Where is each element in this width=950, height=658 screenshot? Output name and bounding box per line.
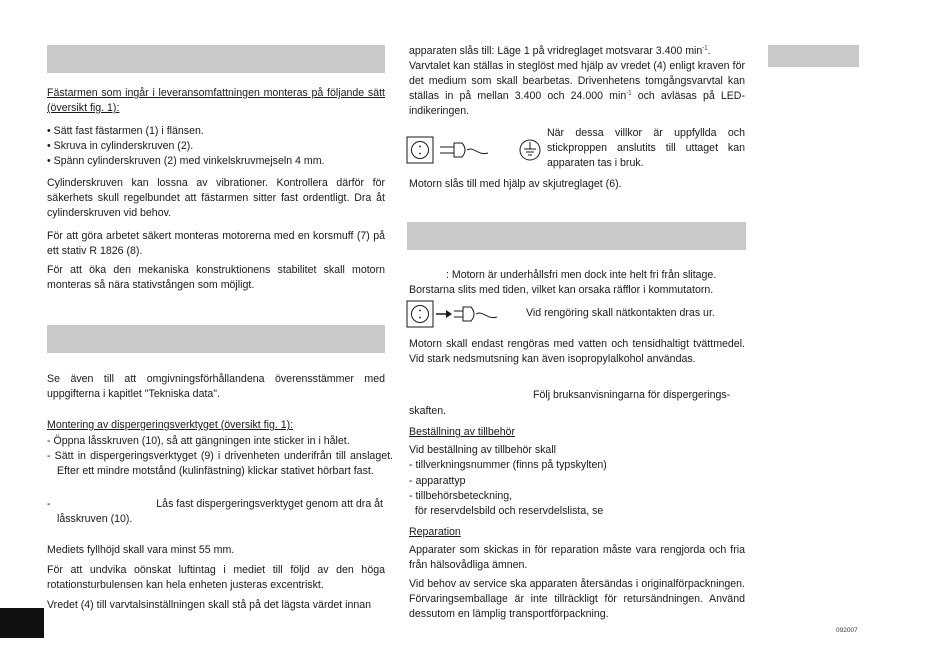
order-line: - tillverkningsnummer (finns på typskylten) xyxy=(409,459,607,471)
bullet-item: • Spänn cylinderskruven (2) med vinkelskruvmejseln 4 mm. xyxy=(47,155,325,167)
vibration-paragraph: Cylinderskruven kan lossna av vibrationer. Kontrollera därför för säkerhets skull regelbundet att fästarmen sitter fast ordentligt. Dra åt cylinderskruven vid behov. xyxy=(47,177,385,219)
document-code: 092007 xyxy=(836,626,858,634)
repair-paragraph: Apparater som skickas in för reparation måste vara rengjorda och fria från hälsovådliga ämnen. xyxy=(409,544,745,571)
unit-exponent: -1 xyxy=(626,90,632,97)
step-item: - Öppna låsskruven (10), så att gängningen inte sticker in i hålet. xyxy=(47,435,350,447)
order-line: - tillbehörsbeteckning, xyxy=(409,490,513,502)
conditions-paragraph: Se även till att omgivningsförhållandena överensstämmer med uppgifterna i kapitlet "Tekniska data". xyxy=(47,373,385,400)
stability-paragraph: För att öka den mekaniska konstruktionens stabilitet skall motorn monteras så nära stativstången som möjligt. xyxy=(47,264,385,291)
intro-text: Fästarmen som ingår i leveransomfattningen monteras på följande sätt (översikt fig. 1): xyxy=(47,87,385,114)
period: . xyxy=(707,45,711,57)
maintenance-text: : Motorn är underhållsfri men dock inte helt fri från slitage. xyxy=(446,269,717,281)
socket-icon xyxy=(407,137,433,163)
socket-icon xyxy=(407,301,433,327)
unit-exponent: -1 xyxy=(702,45,708,52)
maintenance-text: Borstarna slits med tiden, vilket kan orsaka räfflor i kommutatorn. xyxy=(409,284,714,296)
bullet-item: • Sätt fast fästarmen (1) i flänsen. xyxy=(47,125,204,137)
section-header-bar-maintenance xyxy=(407,222,746,250)
plug-ground-symbols xyxy=(406,136,546,164)
fill-height-text: Mediets fyllhöjd skall vara minst 55 mm. xyxy=(47,544,235,556)
plug-icon xyxy=(454,307,497,321)
page-tab-marker xyxy=(0,608,44,638)
repair-heading: Reparation xyxy=(409,526,461,538)
unplug-symbols xyxy=(406,300,518,328)
montering-heading: Montering av dispergeringsverktyget (översikt fig. 1): xyxy=(47,419,294,431)
motor-switch-text: Motorn slås till med hjälp av skjutreglaget (6). xyxy=(409,178,622,190)
speed-paragraph-end: och avläsas på LED-indikeringen. xyxy=(409,90,745,117)
order-line: för reservdelsbild och reservdelslista, se xyxy=(409,505,604,517)
speed-setting-text: apparaten slås till: Läge 1 på vridreglaget motsvarar 3.400 min xyxy=(409,45,703,57)
plug-icon xyxy=(440,143,488,157)
speed-paragraph xyxy=(409,59,745,119)
cleaning-note: Vid rengöring skall nätkontakten dras ur. xyxy=(526,307,715,319)
knob-paragraph: Vredet (4) till varvtalsinställningen skall stå på det lägsta värdet innan xyxy=(47,599,372,611)
service-paragraph: Vid behov av service ska apparaten återsändas i originalförpackningen. Förvaringsemballage är inte tillräckligt för retursändningen. Använd dessutom en lämplig transportförpackning. xyxy=(409,578,745,620)
step-item: - Sätt in dispergeringsverktyget (9) i drivenheten underifrån till anslaget. Efter ett mindre motstånd (kulinfästning) klickar stativet hörbart fast. xyxy=(47,450,393,477)
section-header-bar-commissioning xyxy=(47,325,385,353)
stand-paragraph: För att göra arbetet säkert monteras motorerna med en korsmuff (7) på ett stativ R 1826 (8). xyxy=(47,230,385,257)
speed-paragraph-text: Varvtalet kan ställas in steglöst med hjälp av vredet (4) enligt kraven för det medium som skall bearbetas. Drivenhetens tomgångsvarvtal kan ställas in på mellan 3.400 och 24.000 min xyxy=(409,60,745,102)
step-dash: - xyxy=(47,498,51,510)
plug-conditions-text: När dessa villkor är uppfyllda och stickproppen anslutits till uttaget kan apparaten tas i bruk. xyxy=(547,127,745,169)
turbulence-paragraph: För att undvika oönskat luftintag i mediet till följd av den höga rotationsturbulensen kan hela enheten justeras excentriskt. xyxy=(47,564,385,591)
speed-setting-line xyxy=(409,44,711,59)
order-heading: Beställning av tillbehör xyxy=(409,426,515,438)
bullet-item: • Skruva in cylinderskruven (2). xyxy=(47,140,194,152)
follow-instructions-text: Följ bruksanvisningarna för dispergerings- xyxy=(533,389,731,401)
order-line: Vid beställning av tillbehör skall xyxy=(409,444,557,456)
ground-icon xyxy=(520,140,540,160)
step-item-continued: låsskruven (10). xyxy=(57,513,133,525)
section-header-bar-mounting xyxy=(47,45,385,73)
follow-instructions-continued: skaften. xyxy=(409,405,447,417)
arrow-right-icon xyxy=(436,310,452,318)
page-tab-bar xyxy=(768,45,859,67)
step-item: Lås fast dispergeringsverktyget genom att dra åt xyxy=(156,498,383,510)
cleaning-paragraph: Motorn skall endast rengöras med vatten och tensidhaltigt tvättmedel. Vid stark nedsmutsning kan även isopropylalkohol användas. xyxy=(409,338,745,365)
order-line: - apparattyp xyxy=(409,475,466,487)
